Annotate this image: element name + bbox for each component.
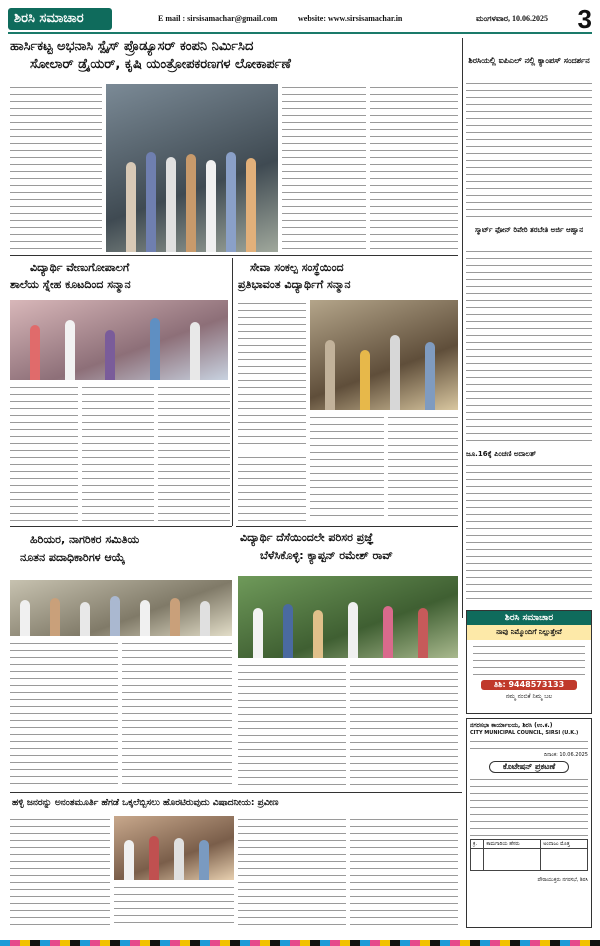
- divider: [236, 526, 458, 527]
- sidebar-body-3: [466, 462, 592, 604]
- story3-body-col-1: [238, 300, 306, 450]
- page-number: 3: [577, 4, 592, 34]
- story4-body-col-1: [10, 640, 118, 788]
- story3-body-col-2: [310, 414, 384, 522]
- municipal-notice: [466, 718, 592, 928]
- notice-title-kn: ನಗರಸಭಾ ಕಾರ್ಯಾಲಯ, ಶಿರಸಿ (ಉ.ಕ.): [470, 722, 553, 729]
- notice-signature: ಪೌರಾಯುಕ್ತರು ನಗರಸಭೆ, ಶಿರಸಿ: [537, 877, 588, 883]
- lead-body-col-3: [370, 84, 458, 252]
- masthead: [8, 4, 592, 34]
- sidebar-subhead: ಸ್ಮಾರ್ಟ್ ಫೋನ್ ರಿಪೇರಿ ತರಬೇತಿ ಅರ್ಜಿ ಆಹ್ವಾನ: [474, 226, 584, 234]
- story4-body-col-2: [122, 640, 232, 788]
- table-header: ಕ್ರ.: [471, 840, 484, 849]
- story2-photo: [10, 300, 228, 380]
- story2-body-col-1: [10, 384, 78, 522]
- story5-headline-2: ಬೆಳೆಸಿಕೊಳ್ಳಿ: ಕ್ಯಾಪ್ಟನ್ ರಮೇಶ್ ರಾವ್: [260, 549, 393, 562]
- story2-headline-2: ಶಾಲೆಯ ಸ್ನೇಹ ಕೂಟದಿಂದ ಸನ್ಮಾನ: [10, 278, 131, 291]
- ad-footer: ನಮ್ಮ ನಂಬಿಕೆ ನಿಮ್ಮ ಬಲ: [505, 693, 553, 700]
- story2-body-col-3: [158, 384, 230, 522]
- story3-photo: [310, 300, 458, 410]
- ad-tagline: ನಾವು ನಿಮ್ಮೊಂದಿಗೆ ನಿಲ್ಲುತ್ತೇವೆ: [467, 625, 591, 640]
- lead-body-col-1: [10, 84, 102, 252]
- column-divider: [232, 258, 233, 526]
- story3-body-col-4: [238, 454, 306, 522]
- story3-headline-2: ಪ್ರತಿಭಾವಂತ ವಿದ್ಯಾರ್ಥಿಗೆ ಸನ್ಮಾನ: [238, 278, 351, 291]
- sidebar-body-1: [466, 80, 592, 222]
- story4-headline-1: ಹಿರಿಯರ, ನಾಗರಿಕರ ಸಮಿತಿಯ: [30, 533, 140, 546]
- divider: [10, 526, 232, 527]
- story4-headline-2: ನೂತನ ಪದಾಧಿಕಾರಿಗಳ ಆಯ್ಕೆ: [20, 551, 125, 564]
- story5-headline-1: ವಿದ್ಯಾರ್ಥಿ ದೆಸೆಯಿಂದಲೇ ಪರಿಸರ ಪ್ರಜ್ಞೆ: [240, 531, 374, 544]
- notice-address: [470, 738, 588, 752]
- story6-headline: ಹಳ್ಳಿ ಜನರನ್ನು ಅನಂತಮೂರ್ತಿ ಹೆಗಡೆ ಒಕ್ಕಲೆಬ್ಬಿಸಲು ಹೊರಟಿರುವುದು ವಿಷಾದನೀಯ: ಪ್ರವೀಣ: [12, 798, 279, 808]
- story2-headline-1: ವಿದ್ಯಾರ್ಥಿ ವೇಣುಗೋಪಾಲಗೆ: [30, 261, 130, 274]
- newspaper-logo: ಶಿರಸಿ ಸಮಾಚಾರ: [8, 8, 112, 30]
- lead-photo: [106, 84, 278, 252]
- story6-body-col-2: [114, 884, 234, 928]
- ad-title: ಶಿರಸಿ ಸಮಾಚಾರ: [467, 611, 591, 625]
- story5-body-col-1: [238, 662, 346, 788]
- story6-photo: [114, 816, 234, 880]
- divider: [10, 255, 458, 256]
- divider: [10, 792, 462, 793]
- story6-body-col-1: [10, 816, 110, 928]
- story5-photo: [238, 576, 458, 658]
- sidebar-subhead-2: ಜೂ.16ಕ್ಕೆ ಪಿಂಚಣಿ ಅದಾಲತ್: [466, 450, 536, 458]
- table-header: ಕಾಮಗಾರಿಯ ಹೆಸರು: [484, 840, 541, 849]
- notice-table: [470, 839, 588, 871]
- lead-headline-2: ಸೋಲಾರ್ ಡ್ರೈಯರ್, ಕೃಷಿ ಯಂತ್ರೋಪಕರಣಗಳ ಲೋಕಾರ್ಪಣೆ: [30, 57, 291, 72]
- notice-heading: ಕೊಟೇಷನ್ ಪ್ರಕಟಣೆ: [489, 761, 569, 773]
- lead-body-col-2: [282, 84, 366, 252]
- notice-date: ದಿನಾಂಕ: 10.06.2025: [543, 752, 588, 758]
- sidebar-headline: ಶಿರಸಿಯಲ್ಲಿ ಐಪಿಎಲ್ ನಲ್ಲಿ ಕ್ಯಾಂಪಸ್ ಸಂದರ್ಶನ: [468, 56, 590, 65]
- column-divider: [462, 38, 463, 618]
- lead-headline-1: ಹಾರ್ಸಿಕಟ್ಟ ಅಭನಾಸಿ ಸ್ಪೈಸ್ ಪ್ರೊಡ್ಯೂಸರ್ ಕಂಪನಿ ನಿರ್ಮಿಸಿದ: [10, 39, 254, 54]
- masthead-website: website: www.sirsisamachar.in: [298, 14, 403, 23]
- story3-body-col-3: [388, 414, 458, 522]
- notice-body: [470, 776, 588, 836]
- masthead-date: ಮಂಗಳವಾರ, 10.06.2025: [476, 14, 549, 23]
- story6-body-col-4: [350, 816, 458, 928]
- print-color-bar: [0, 940, 600, 946]
- story6-body-col-3: [238, 816, 346, 928]
- ad-body: [473, 643, 585, 677]
- story5-body-col-2: [350, 662, 458, 788]
- table-header: ಅಂದಾಜು ಮೊತ್ತ: [541, 840, 588, 849]
- masthead-email: E mail : sirsisamachar@gmail.com: [158, 14, 278, 23]
- ad-phone: ತಿಶಿ: 9448573133: [481, 680, 577, 690]
- notice-title-en: CITY MUNICIPAL COUNCIL, SIRSI (U.K.): [470, 730, 579, 736]
- ad-box: [466, 610, 592, 714]
- sidebar-body-2: [466, 248, 592, 446]
- story4-photo: [10, 580, 232, 636]
- story2-body-col-2: [82, 384, 154, 522]
- story3-headline-1: ಸೇವಾ ಸಂಕಲ್ಪ ಸಂಸ್ಥೆಯಿಂದ: [250, 261, 344, 274]
